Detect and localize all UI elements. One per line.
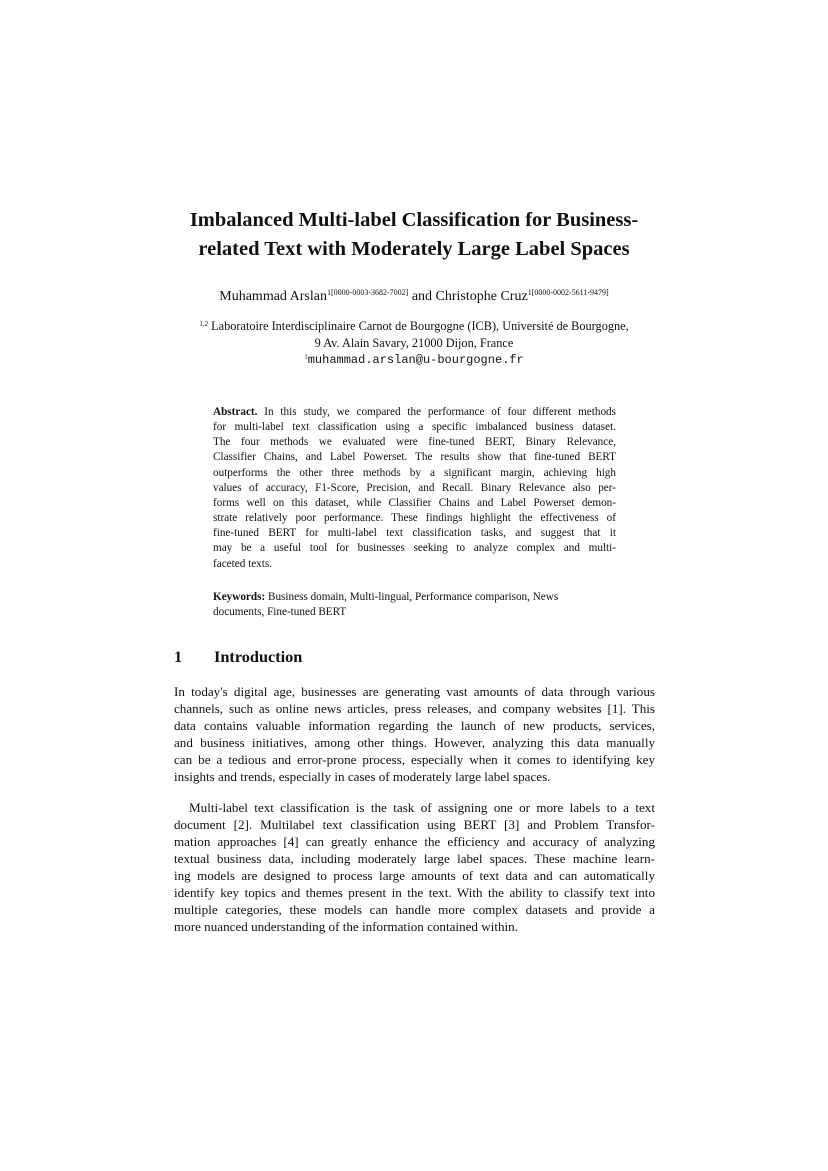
paragraph-line: mation approaches [4] can greatly enhance the efficiency and accuracy of analyzing — [174, 833, 655, 849]
paragraph-line: In today's digital age, businesses are generating vast amounts of data through various — [174, 684, 655, 699]
abstract-line: may be a useful tool for businesses seeking to analyze complex and multi- — [213, 542, 616, 555]
abstract-line: Classifier Chains, and Label Powerset. The results show that fine-tuned BERT — [213, 451, 616, 464]
paragraph-line: and business initiatives, among other things. However, analyzing this data manually — [174, 734, 655, 750]
author-connector: and — [408, 289, 436, 304]
abstract-line: strate relatively poor performance. These findings highlight the effectiveness of — [213, 512, 616, 525]
abstract-line: values of accuracy, F1-Score, Precision, and Recall. Binary Relevance also per- — [213, 481, 616, 494]
abstract-line: The four methods we evaluated were fine-tuned BERT, Binary Relevance, — [213, 436, 616, 449]
affiliation-marker: 1,2 — [199, 320, 209, 328]
paragraph-line: multiple categories, these models can handle more complex datasets and provide a — [174, 901, 655, 917]
paragraph-line: can be a tedious and error-prone process, especially when it comes to identifying key — [174, 751, 655, 767]
affiliation-email-line — [100, 351, 728, 369]
abstract-line: outperforms the other three methods by a significant margin, achieving high — [213, 466, 616, 479]
title-line: Imbalanced Multi-label Classification for Business- — [189, 209, 639, 231]
keywords-line: documents, Fine-tuned BERT — [213, 606, 347, 619]
section-title: Introduction — [214, 647, 303, 666]
paragraph-line: insights and trends, especially in cases of moderately large label spaces. — [174, 768, 551, 784]
author-orcid: 1[0000-0002-5611-9479] — [527, 288, 609, 297]
affiliation — [100, 318, 728, 369]
affiliation-line — [100, 318, 728, 335]
paragraph-line: Multi-label text classification is the task of assigning one or more labels to a text — [189, 800, 655, 815]
abstract-line: forms well on this dataset, while Classifier Chains and Label Powerset demon- — [213, 496, 616, 509]
author-name: Christophe Cruz — [435, 289, 528, 304]
abstract-line: faceted texts. — [213, 557, 273, 570]
section-number: 1 — [174, 647, 183, 666]
body-paragraph — [174, 800, 655, 936]
email-marker: 1 — [304, 353, 308, 361]
abstract-line — [213, 405, 616, 420]
author-orcid: 1[0000-0003-3682-7002] — [326, 288, 409, 297]
body-paragraph — [174, 684, 655, 786]
paper-title — [150, 206, 678, 264]
affiliation-address: 9 Av. Alain Savary, 21000 Dijon, France — [314, 335, 514, 350]
author-name: Muhammad Arslan — [219, 289, 327, 304]
affiliation-text: Laboratoire Interdisciplinaire Carnot de Bourgogne (ICB), Université de Bourgogne, — [208, 319, 629, 333]
author-list — [100, 287, 728, 307]
abstract — [213, 405, 616, 572]
abstract-line: fine-tuned BERT for multi-label text classification tasks, and suggest that it — [213, 527, 616, 540]
paragraph-line: textual business data, including moderately large label spaces. These machine learn- — [174, 850, 655, 866]
abstract-label: Abstract. — [213, 406, 258, 418]
abstract-line: for multi-label text classification using a specific imbalanced business dataset. — [213, 421, 616, 434]
paragraph-line: ing models are designed to process large amounts of text data and can automatically — [174, 867, 655, 883]
paragraph-line: more nuanced understanding of the information contained within. — [174, 918, 518, 934]
paragraph-line: document [2]. Multilabel text classification using BERT [3] and Problem Transfor- — [174, 816, 655, 832]
section-heading — [174, 647, 302, 667]
title-line: related Text with Moderately Large Label Spaces — [198, 238, 630, 260]
abstract-text: In this study, we compared the performance of four different methods — [257, 406, 616, 418]
keywords-line — [213, 590, 616, 605]
keywords — [213, 590, 616, 620]
paragraph-line: data contains valuable information regarding the launch of new products, services, — [174, 717, 655, 733]
keywords-text: Business domain, Multi-lingual, Performance comparison, News — [265, 591, 559, 603]
paragraph-line: channels, such as online news articles, press releases, and company websites [1]. This — [174, 700, 655, 716]
paragraph-line: identify key topics and themes present in the text. With the ability to classify text into — [174, 884, 655, 900]
keywords-label: Keywords: — [213, 591, 266, 603]
email-link[interactable]: muhammad.arslan@u-bourgogne.fr — [307, 353, 524, 367]
